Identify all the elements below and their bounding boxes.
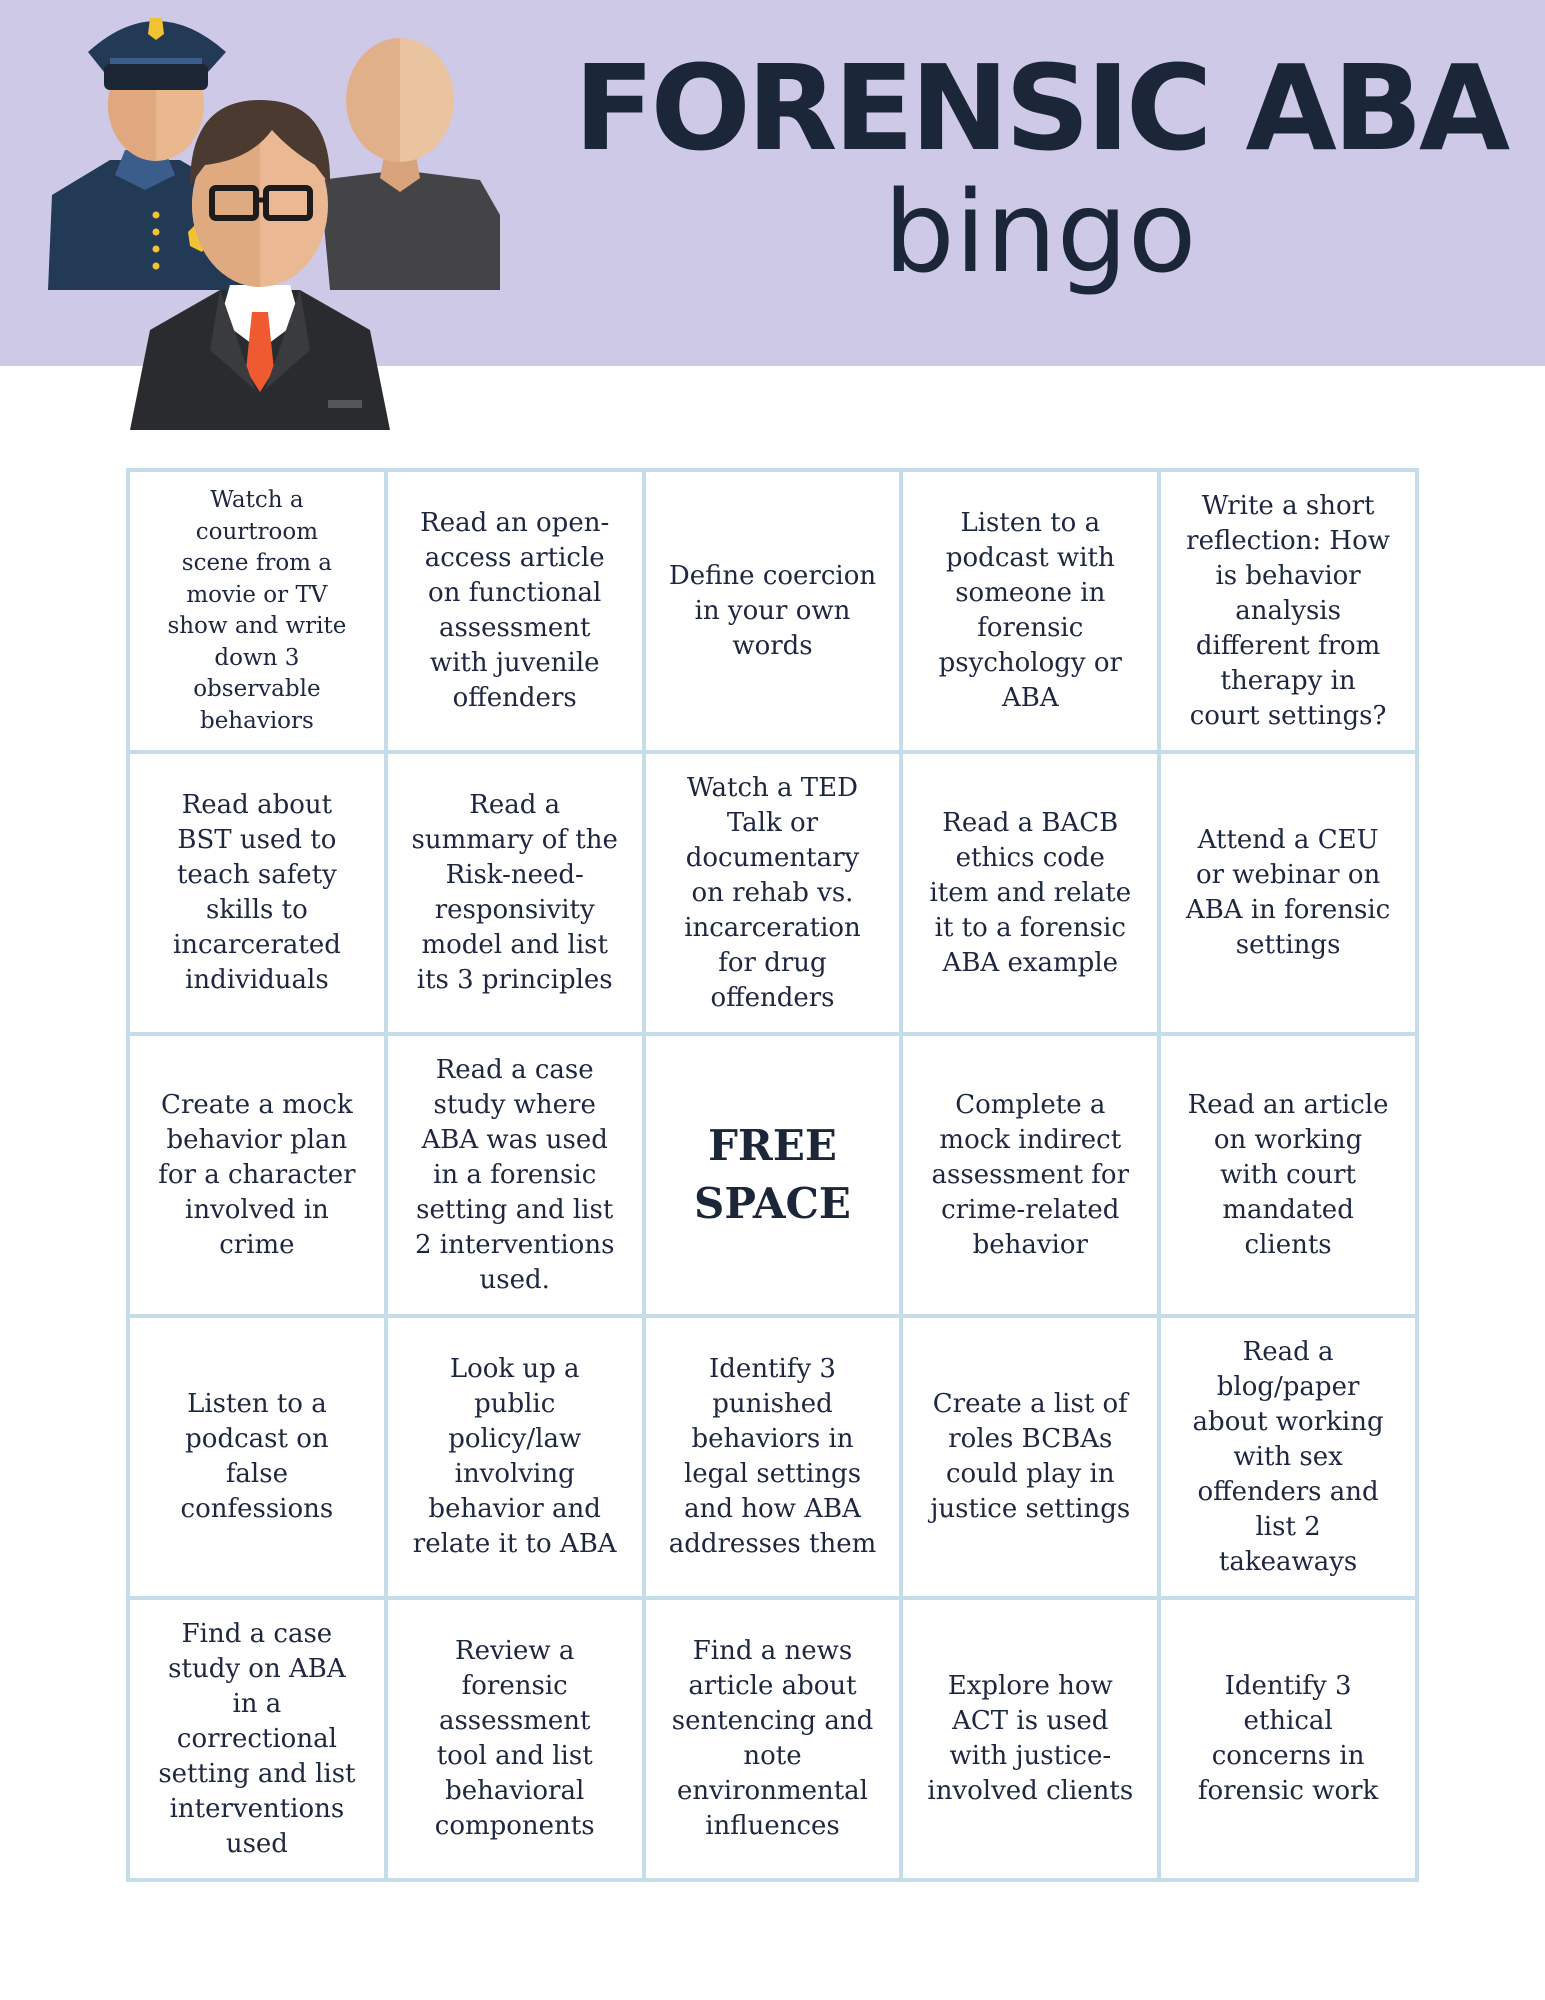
people-group-icon [40, 0, 520, 440]
bingo-cell[interactable]: Watch a TED Talk or documentary on rehab vs. incarceration for drug offenders [644, 752, 902, 1034]
bingo-cell[interactable]: Watch a courtroom scene from a movie or TV show and write down 3 observable behaviors [128, 470, 386, 752]
free-space-cell[interactable]: FREE SPACE [644, 1034, 902, 1316]
bald-man-figure [320, 38, 500, 290]
page-title: FORENSIC ABA [573, 39, 1507, 177]
bingo-cell[interactable]: Listen to a podcast with someone in forensic psychology or ABA [901, 470, 1159, 752]
page-subtitle: bingo [883, 168, 1197, 298]
bingo-cell[interactable]: Read an article on working with court mandated clients [1159, 1034, 1417, 1316]
bingo-cell[interactable]: Listen to a podcast on false confessions [128, 1316, 386, 1598]
bingo-cell[interactable]: Write a short reflection: How is behavior analysis different from therapy in court settings? [1159, 470, 1417, 752]
bingo-cell[interactable]: Read an open-access article on functional assessment with juvenile offenders [386, 470, 644, 752]
bingo-cell[interactable]: Read a blog/paper about working with sex offenders and list 2 takeaways [1159, 1316, 1417, 1598]
bingo-cell[interactable]: Look up a public policy/law involving behavior and relate it to ABA [386, 1316, 644, 1598]
bingo-cell[interactable]: Define coercion in your own words [644, 470, 902, 752]
bingo-cell[interactable]: Attend a CEU or webinar on ABA in forensic settings [1159, 752, 1417, 1034]
bingo-cell[interactable]: Read about BST used to teach safety skills to incarcerated individuals [128, 752, 386, 1034]
bingo-cell[interactable]: Identify 3 ethical concerns in forensic work [1159, 1598, 1417, 1880]
bingo-cell[interactable]: Review a forensic assessment tool and list behavioral components [386, 1598, 644, 1880]
bingo-cell[interactable]: Find a case study on ABA in a correctional setting and list interventions used [128, 1598, 386, 1880]
bingo-cell[interactable]: Create a mock behavior plan for a character involved in crime [128, 1034, 386, 1316]
bingo-cell[interactable]: Find a news article about sentencing and note environmental influences [644, 1598, 902, 1880]
bingo-grid [126, 468, 1419, 1882]
bingo-cell[interactable]: Complete a mock indirect assessment for crime-related behavior [901, 1034, 1159, 1316]
bingo-cell[interactable]: Read a summary of the Risk-need-responsivity model and list its 3 principles [386, 752, 644, 1034]
bingo-cell[interactable]: Read a case study where ABA was used in a forensic setting and list 2 interventions used. [386, 1034, 644, 1316]
bingo-cell[interactable]: Create a list of roles BCBAs could play in justice settings [901, 1316, 1159, 1598]
bingo-cell[interactable]: Identify 3 punished behaviors in legal settings and how ABA addresses them [644, 1316, 902, 1598]
bingo-cell[interactable]: Explore how ACT is used with justice-involved clients [901, 1598, 1159, 1880]
bingo-cell[interactable]: Read a BACB ethics code item and relate it to a forensic ABA example [901, 752, 1159, 1034]
